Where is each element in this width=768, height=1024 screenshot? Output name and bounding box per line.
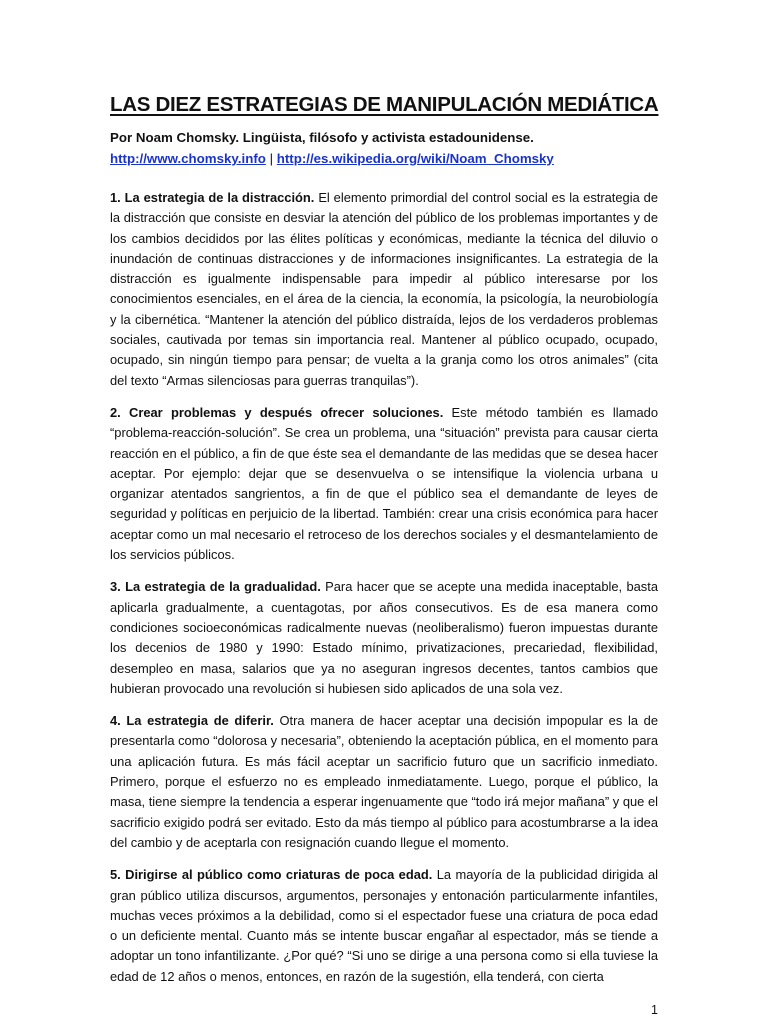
wikipedia-link[interactable]: http://es.wikipedia.org/wiki/Noam_Chomsky	[276, 151, 554, 166]
document-title: LAS DIEZ ESTRATEGIAS DE MANIPULACIÓN MEDIÁTICA	[110, 93, 659, 116]
strategy-text: Este método también es llamado “problema-reacción-solución”. Se crea un problema, una “situación” prevista para causar cierta reacción en el público, a fin de que éste sea el demandante de las medidas que se desea hacer aceptar. Por ejemplo: dejar que se desenvuelva o se intensifique la violencia urbana u organizar atentados sangrientos, a fin de que el público sea el demandante de leyes de seguridad y políticas en perjuicio de la libertad. También: crear una crisis económica para hacer aceptar como un mal necesario el retroceso de los derechos sociales y el desmantelamiento de los servicios públicos.	[110, 404, 658, 563]
strategy-heading: 1. La estrategia de la distracción.	[110, 190, 315, 205]
strategy-paragraph	[110, 711, 658, 853]
strategy-paragraph	[110, 188, 658, 391]
strategy-paragraph	[110, 865, 658, 987]
chomsky-info-link[interactable]: http://www.chomsky.info	[110, 151, 266, 166]
strategy-heading: 5. Dirigirse al público como criaturas de poca edad.	[110, 867, 433, 883]
page-number: 1	[651, 1003, 658, 1017]
document-body	[110, 92, 658, 987]
strategy-heading: 4. La estrategia de diferir.	[110, 713, 274, 729]
strategy-text: La mayoría de la publicidad dirigida al gran público utiliza discursos, argumentos, personajes y entonación particularmente infantiles, muchas veces próximos a la debilidad, como si el espectador fuese una criatura de poca edad o un deficiente mental. Cuanto más se intente buscar engañar al espectador, más se tiende a adoptar un tono infantilizante. ¿Por qué? “Si uno se dirige a una persona como si ella tuviese la edad de 12 años o menos, entonces, en razón de la sugestión, ella tenderá, con cierta	[110, 867, 658, 984]
strategy-heading: 3. La estrategia de la gradualidad.	[110, 579, 321, 595]
strategy-paragraph	[110, 403, 658, 565]
link-separator: |	[269, 151, 274, 166]
strategy-heading: 2. Crear problemas y después ofrecer soluciones.	[110, 404, 444, 420]
reference-links	[110, 149, 658, 168]
strategy-paragraph	[110, 577, 658, 699]
strategy-text: Para hacer que se acepte una medida inaceptable, basta aplicarla gradualmente, a cuentagotas, por años consecutivos. Es de esa manera como condiciones socioeconómicas radicalmente nuevas (neoliberalismo) fueron impuestas durante los decenios de 1980 y 1990: Estado mínimo, privatizaciones, precariedad, flexibilidad, desempleo en masa, salarios que ya no aseguran ingresos decentes, tantos cambios que hubieran provocado una revolución si hubiesen sido aplicados de una sola vez.	[110, 579, 658, 696]
strategy-text: El elemento primordial del control social es la estrategia de la distracción que consiste en desviar la atención del público de los problemas importantes y de los cambios decididos por las élites políticas y económicas, mediante la técnica del diluvio o inundación de continuas distracciones y de informaciones insignificantes. La estrategia de la distracción es igualmente indispensable para impedir al público interesarse por los conocimientos esenciales, en el área de la ciencia, la economía, la psicología, la neurobiología y la cibernética. “Mantener la atención del público distraída, lejos de los verdaderos problemas sociales, cautivada por temas sin importancia real. Mantener al público ocupado, ocupado, ocupado, sin ningún tiempo para pensar; de vuelta a la granja como los otros animales” (cita del texto “Armas silenciosas para guerras tranquilas”).	[110, 190, 658, 388]
author-line: Por Noam Chomsky. Lingüista, filósofo y activista estadounidense.	[110, 130, 534, 145]
strategy-text: Otra manera de hacer aceptar una decisión impopular es la de presentarla como “dolorosa y necesaria”, obteniendo la aceptación pública, en el momento para una aplicación futura. Es más fácil aceptar un sacrificio futuro que un sacrificio inmediato. Primero, porque el esfuerzo no es empleado inmediatamente. Luego, porque el público, la masa, tiene siempre la tendencia a esperar ingenuamente que “todo irá mejor mañana” y que el sacrificio exigido podrá ser evitado. Esto da más tiempo al público para acostumbrarse a la idea del cambio y de aceptarla con resignación cuando llegue el momento.	[110, 713, 659, 850]
